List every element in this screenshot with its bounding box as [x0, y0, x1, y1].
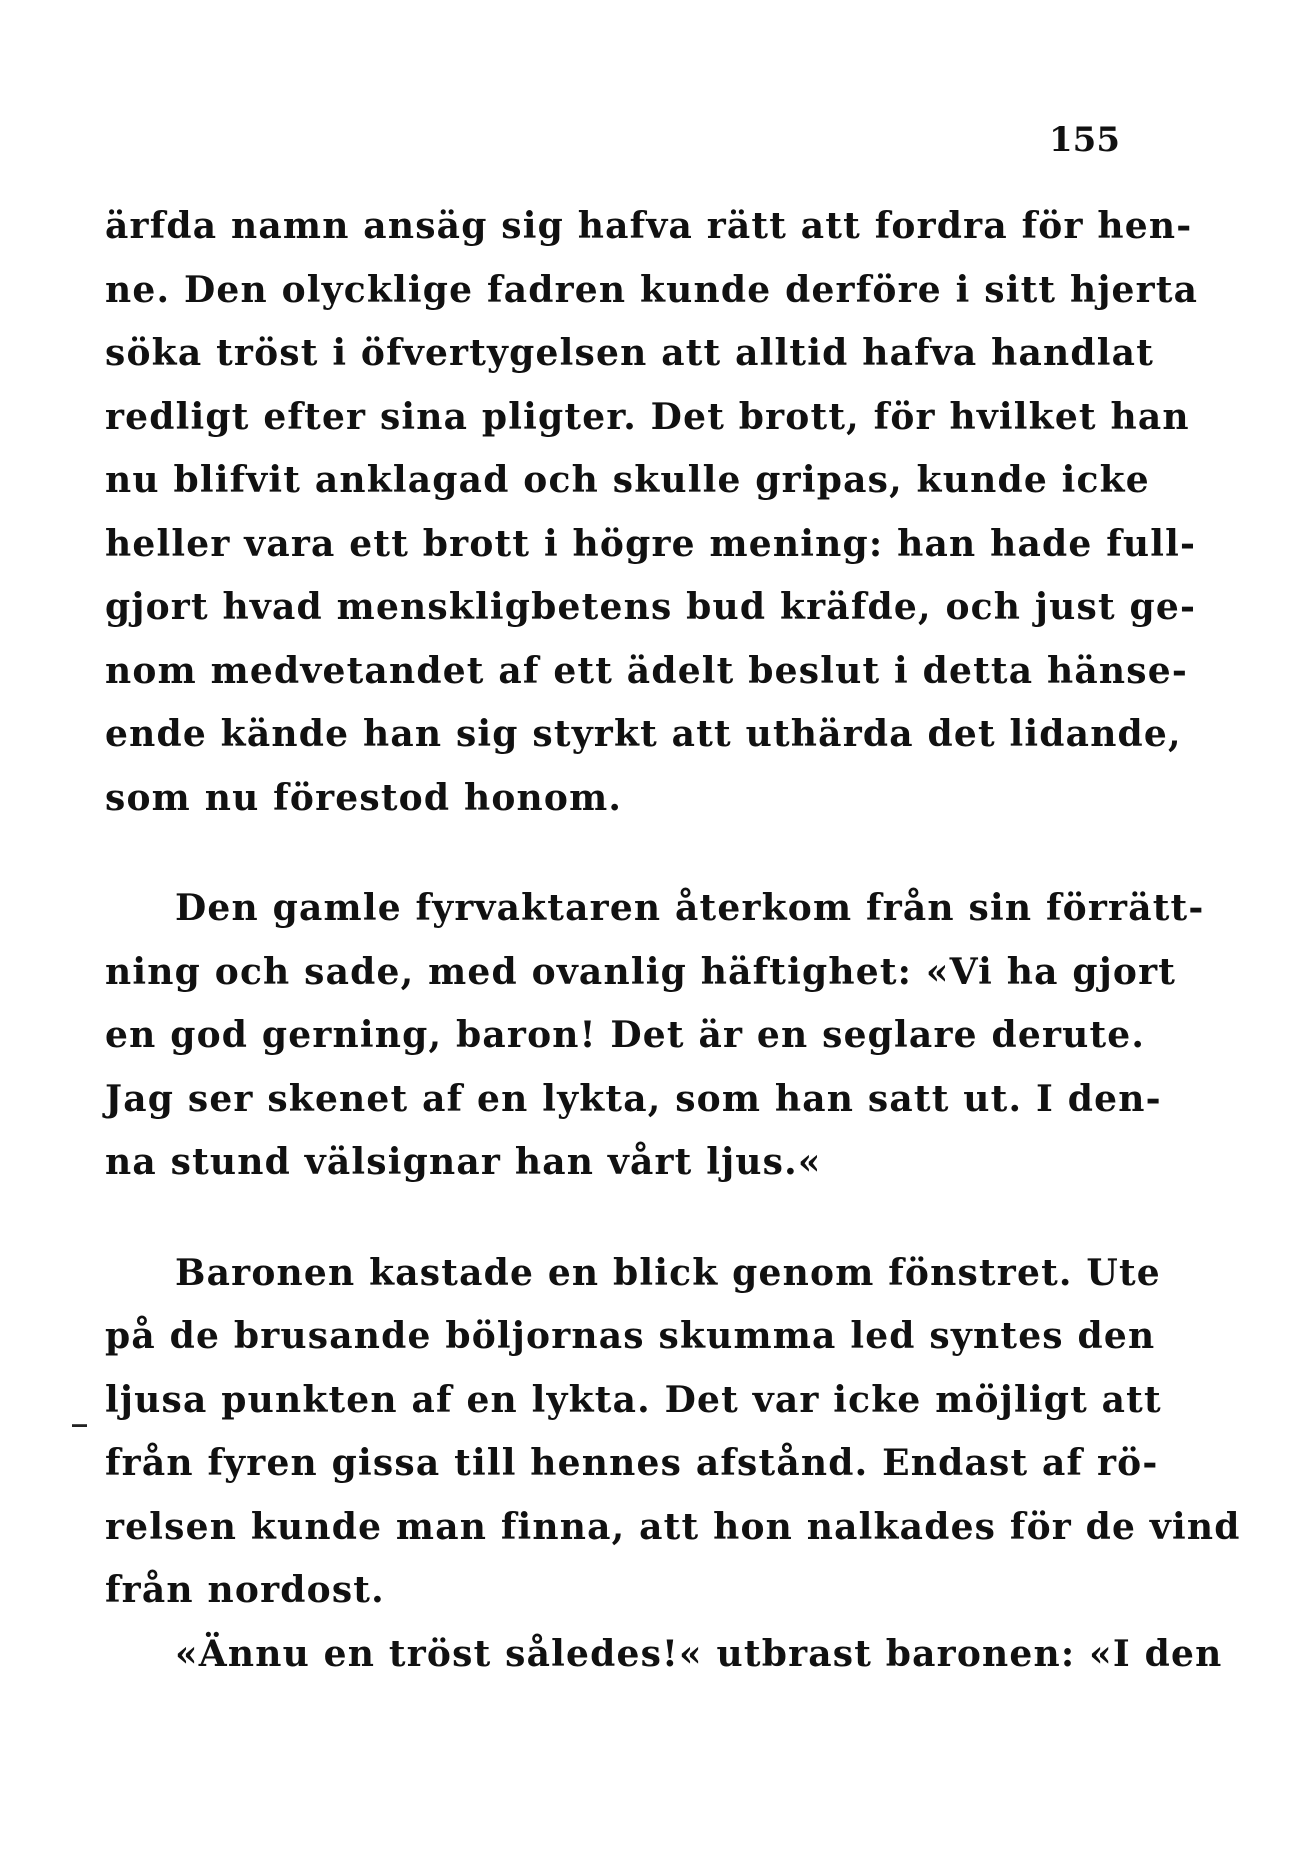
text-line: på de brusande böljornas skumma led syntes den [105, 1315, 1156, 1357]
paragraph-gap [105, 1195, 1123, 1242]
text-line: Jag ser skenet af en lykta, som han satt ut. I den- [105, 1077, 1162, 1120]
text-line: ning och sade, med ovanlig häftighet: «Vi ha gjort [105, 950, 1177, 993]
text-line: ärfda namn ansäg sig hafva rätt att fordra för hen- [105, 205, 1193, 247]
paragraph-4 [105, 1623, 1223, 1687]
text-line: heller vara ett brott i högre mening: han hade full- [105, 522, 1197, 565]
text-line: ende kände han sig styrkt att uthärda det lidande, [105, 713, 1182, 755]
text-line: som nu förestod honom. [105, 776, 623, 819]
margin-mark: _ [72, 1393, 87, 1428]
text-line: relsen kunde man finna, att hon nalkades för de vind [105, 1505, 1241, 1548]
text-line: na stund välsignar han vårt ljus.« [105, 1141, 822, 1183]
text-line: söka tröst i öfvertygelsen att alltid hafva handlat [105, 332, 1155, 374]
text-line: från nordost. [105, 1569, 385, 1611]
text-line: från fyren gissa till hennes afstånd. Endast af rö- [105, 1442, 1159, 1484]
text-line: Baronen kastade en blick genom fönstret. Ute [175, 1251, 1161, 1294]
paragraph-gap [105, 830, 1123, 877]
text-line: nom medvetandet af ett ädelt beslut i detta hänse- [105, 649, 1188, 692]
text-line: Den gamle fyrvaktaren återkom från sin förrätt- [175, 887, 1205, 929]
text-line: «Ännu en tröst således!« utbrast baronen: «I den [175, 1632, 1223, 1675]
page-number: 155 [1049, 120, 1120, 160]
text-line: en god gerning, baron! Det är en seglare derute. [105, 1014, 1146, 1056]
text-line: gjort hvad menskligbetens bud kräfde, och just ge- [105, 586, 1197, 628]
text-line: nu blifvit anklagad och skulle gripas, kunde icke [105, 459, 1150, 501]
text-line: redligt efter sina pligter. Det brott, för hvilket han [105, 395, 1190, 438]
text-line: ne. Den olycklige fadren kunde derföre i sitt hjerta [105, 268, 1199, 311]
paragraph-2 [105, 877, 1205, 1195]
body-text [105, 195, 1241, 1686]
paragraph-1 [105, 195, 1199, 830]
text-line: ljusa punkten af en lykta. Det var icke möjligt att [105, 1378, 1162, 1421]
paragraph-3 [105, 1242, 1241, 1623]
